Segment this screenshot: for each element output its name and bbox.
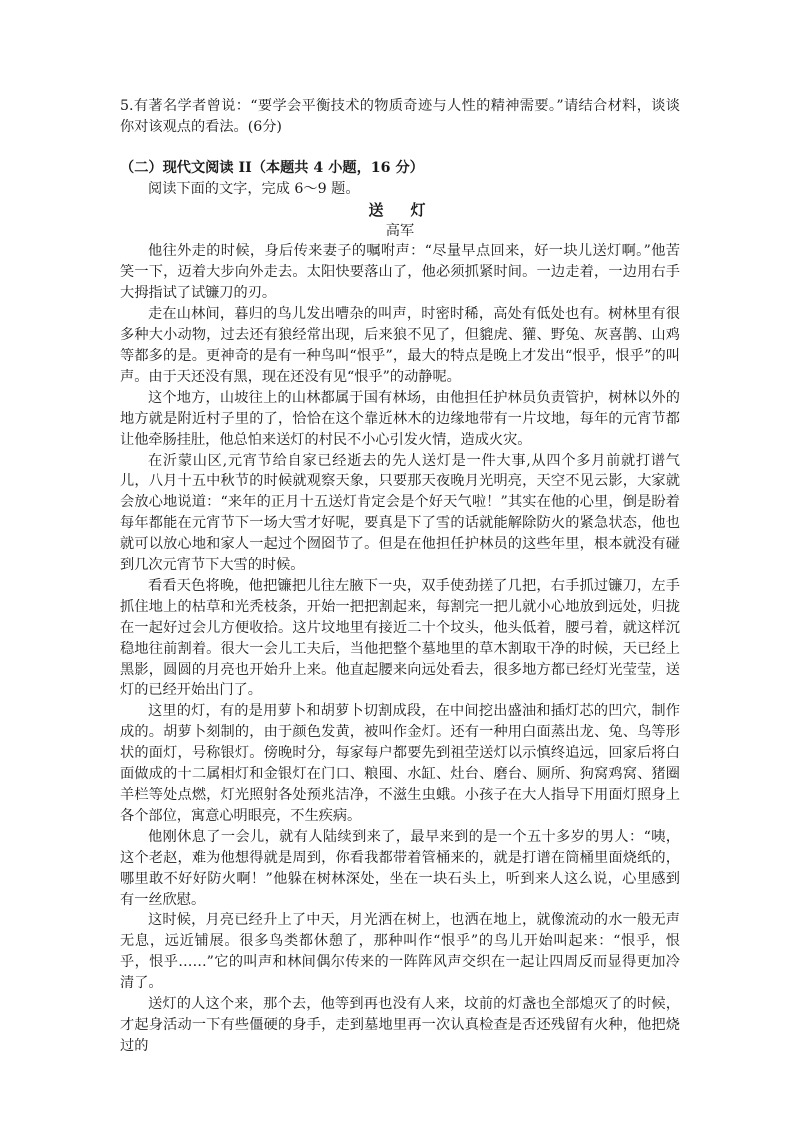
question-5: 5.有著名学者曾说：“要学会平衡技术的物质奇迹与人性的精神需要。”请结合材料，谈谈你对该观点的看法。(6分): [120, 98, 680, 135]
section-heading: （二）现代文阅读 II（本题共 4 小题，16 分）: [120, 159, 424, 176]
page-content: [120, 96, 680, 1057]
article-author: 高军: [385, 222, 415, 239]
article-paragraph-6: 这里的灯，有的是用萝卜和胡萝卜切割成段，在中间挖出盛油和插灯芯的凹穴，制作成的。胡萝卜刻制的，由于颜色发黄，被叫作金灯。还有一种用白面蒸出龙、兔、鸟等形状的面灯，号称银灯。傍晚时分，每家每户都要先到祖茔送灯以示慎终追远，回家后将白面做成的十二属相灯和金银灯在门口、粮囤、水缸、灶台、磨台、厕所、狗窝鸡窝、猪圈羊栏等处点燃，灯光照射各处预兆洁净，不滋生虫蛾。小孩子在大人指导下用面灯照身上各个部位，寓意心明眼亮，不生疾病。: [120, 703, 680, 824]
article-paragraph-4: 在沂蒙山区,元宵节给自家已经逝去的先人送灯是一件大事,从四个多月前就打谱气儿，八月十五中秋节的时候就观察天象，只要那天夜晚月光明亮，天空不见云影，大家就会放心地说道：“来年的正月十五送灯肯定会是个好天气啦！”其实在他的心里，倒是盼着每年都能在元宵节下一场大雪才好呢，要真是下了雪的话就能解除防火的紧急状态，他也就可以放心地和家人一起过个囫囵节了。但是在他担任护林员的这些年里，根本就没有碰到几次元宵节下大雪的时候。: [120, 452, 680, 574]
article-paragraph-8: 这时候，月亮已经升上了中天，月光洒在树上，也洒在地上，就像流动的水一般无声无息，远近铺展。很多鸟类都休憩了，那种叫作“恨乎”的鸟儿开始叫起来：“恨乎，恨乎，恨乎……”它的叫声和林间偶尔传来的一阵阵风声交织在一起让四周反而显得更加冷清了。: [120, 912, 680, 992]
article-title: 送 灯: [368, 200, 432, 219]
article-paragraph-2: 走在山林间，暮归的鸟儿发出嘈杂的叫声，时密时稀，高处有低处也有。树林里有很多种大小动物，过去还有狼经常出现，后来狼不见了，但貔虎、獾、野兔、灰喜鹊、山鸡等都多的是。更神奇的是有一种鸟叫“恨乎”，最大的特点是晚上才发出“恨乎，恨乎”的叫声。由于天还没有黑，现在还没有见“恨乎”的动静呢。: [120, 306, 680, 385]
article-paragraph-9: 送灯的人这个来，那个去，他等到再也没有人来，坟前的灯盏也全部熄灭了的时候，才起身活动一下有些僵硬的身手，走到墓地里再一次认真检查是否还残留有火种，他把烧过的: [120, 996, 680, 1054]
article-paragraph-3: 这个地方，山坡往上的山林都属于国有林场，由他担任护林员负责管护，树林以外的地方就是附近村子里的了，恰恰在这个靠近林木的边缘地带有一片坟地，每年的元宵节都让他牵肠挂肚，他总怕来送灯的村民不小心引发火情，造成火灾。: [120, 389, 680, 448]
spacer: [120, 138, 680, 158]
article-paragraph-7: 他刚休息了一会儿，就有人陆续到来了，最早来到的是一个五十多岁的男人：“咦，这个老赵，难为他想得就是周到，你看我都带着管桶来的，就是打谱在筒桶里面烧纸的，哪里敢不好好防火啊！”他躲在树林深处，坐在一块石头上，听到来人这么说，心里感到有一丝欣慰。: [120, 828, 680, 908]
article-paragraph-5: 看看天色将晚，他把镰把儿往左腋下一央，双手使劲搓了几把，右手抓过镰刀，左手抓住地上的枯草和光秃枝条，开始一把把割起来，每割完一把儿就小心地放到远处，归拢在一起好过会儿方便收拾。这片坟地里有接近二十个坟头，他头低着，腰弓着，就这样沉稳地往前割着。很大一会儿工夫后，当他把整个墓地里的草木割取干净的时候，天已经上黑影，圆圆的月亮也开始升上来。他直起腰来向远处看去，很多地方都已经灯光莹莹，送灯的已经开始出门了。: [120, 577, 680, 699]
reading-instruction: 阅读下面的文字，完成 6～9 题。: [148, 180, 360, 197]
article-paragraph-1: 他往外走的时候，身后传来妻子的嘱咐声：“尽量早点回来，好一块儿送灯啊。”他苦笑一下，迈着大步向外走去。太阳快要落山了，他必须抓紧时间。一边走着，一边用右手大拇指试了试镰刀的刃。: [120, 243, 680, 302]
